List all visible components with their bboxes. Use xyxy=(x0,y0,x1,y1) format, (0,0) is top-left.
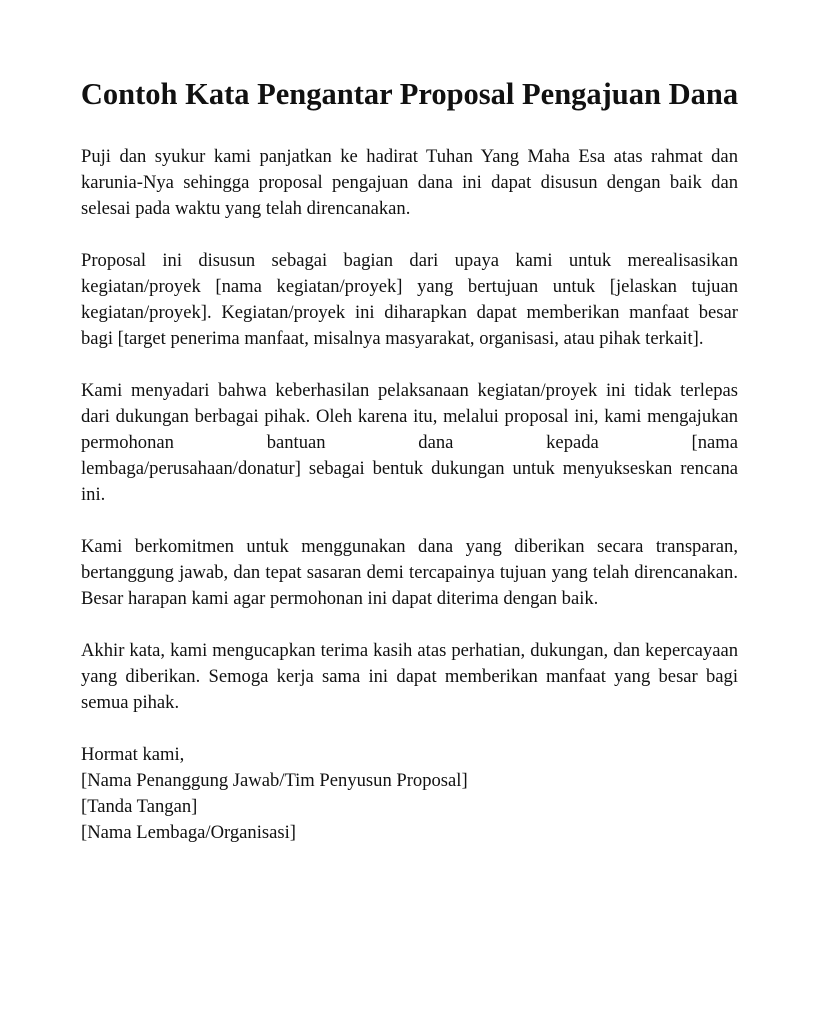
document-title: Contoh Kata Pengantar Proposal Pengajuan Dana xyxy=(80,77,739,111)
paragraph-request-line-2: lembaga/perusahaan/donatur] sebagai bentuk dukungan untuk menyukseskan rencana ini. xyxy=(81,458,738,505)
paragraph-request xyxy=(81,378,738,508)
paragraph-closing: Akhir kata, kami mengucapkan terima kasih atas perhatian, dukungan, dan kepercayaan yang diberikan. Semoga kerja sama ini dapat memberikan manfaat yang besar bagi semua pihak. xyxy=(81,640,738,713)
signatory-name: [Nama Penanggung Jawab/Tim Penyusun Proposal] xyxy=(81,770,468,791)
closing-block xyxy=(81,742,738,846)
paragraph-request-line-1: Kami menyadari bahwa keberhasilan pelaksanaan kegiatan/proyek ini tidak terlepas dari dukungan berbagai pihak. Oleh karena itu, melalui proposal ini, kami mengajukan permohonan bantuan dana kepada [nama xyxy=(81,380,738,453)
document-body xyxy=(81,144,738,846)
paragraph-commitment: Kami berkomitmen untuk menggunakan dana yang diberikan secara transparan, bertanggung jawab, dan tepat sasaran demi tercapainya tujuan yang telah direncanakan. Besar harapan kami agar permohonan ini dapat diterima dengan baik. xyxy=(81,536,738,609)
paragraph-opening: Puji dan syukur kami panjatkan ke hadirat Tuhan Yang Maha Esa atas rahmat dan karunia-Nya sehingga proposal pengajuan dana ini dapat disusun dengan baik dan selesai pada waktu yang telah direncanakan. xyxy=(81,146,738,219)
signature-placeholder: [Tanda Tangan] xyxy=(81,796,198,817)
closing-salutation: Hormat kami, xyxy=(81,744,185,765)
paragraph-purpose: Proposal ini disusun sebagai bagian dari upaya kami untuk merealisasikan kegiatan/proyek [nama kegiatan/proyek] yang bertujuan untuk [jelaskan tujuan kegiatan/proyek]. Kegiatan/proyek ini diharapkan dapat memberikan manfaat besar bagi [target penerima manfaat, misalnya masyarakat, organisasi, atau pihak terkait]. xyxy=(81,250,738,349)
organization-name: [Nama Lembaga/Organisasi] xyxy=(81,822,296,843)
